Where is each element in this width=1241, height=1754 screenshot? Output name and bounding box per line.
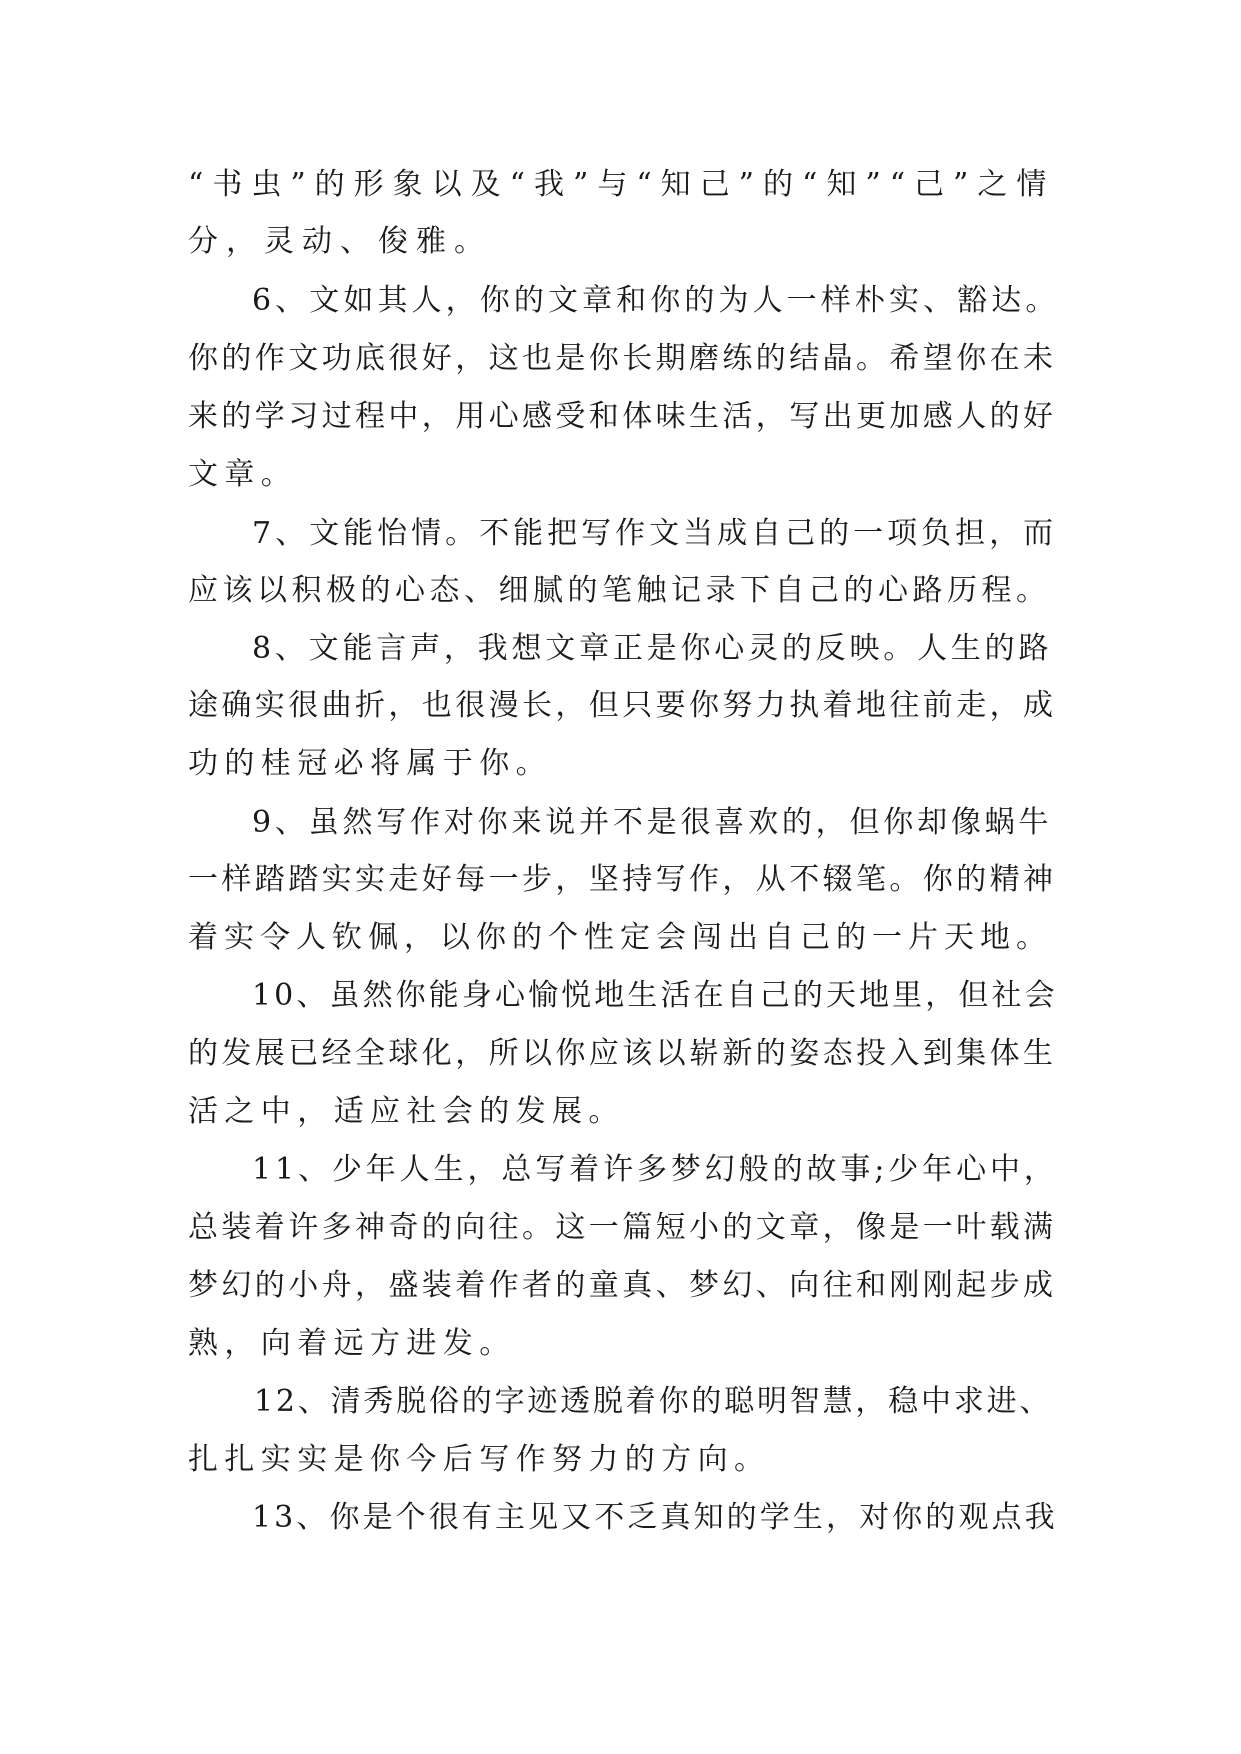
text-line: 功的桂冠必将属于你。 [188,746,552,781]
text-line: 一样踏踏实实走好每一步，坚持写作，从不辍笔。你的精神 [188,862,1057,897]
text-line: 8、文能言声，我想文章正是你心灵的反映。人生的路 [252,631,1053,666]
text-line: 12、清秀脱俗的字迹透脱着你的聪明智慧，稳中求进、 [254,1384,1053,1419]
text-line: 分，灵动、俊雅。 [188,224,492,259]
text-line: 6、文如其人，你的文章和你的为人一样朴实、豁达。 [252,283,1060,318]
text-line: 来的学习过程中，用心感受和体味生活，写出更加感人的好 [188,399,1057,434]
text-line: 应该以积极的心态、细腻的笔触记录下自己的心路历程。 [188,573,1051,608]
text-line: 10、虽然你能身心愉悦地生活在自己的天地里，但社会 [252,978,1058,1013]
text-line: 总装着许多神奇的向往。这一篇短小的文章，像是一叶载满 [188,1210,1057,1245]
text-line: 13、你是个很有主见又不乏真知的学生，对你的观点我 [252,1500,1058,1535]
text-line: 11、少年人生，总写着许多梦幻般的故事;少年心中， [252,1152,1058,1187]
text-line: 文章。 [188,457,298,492]
text-line: 熟，向着远方进发。 [188,1326,516,1361]
text-line: 扎扎实实是你今后写作努力的方向。 [188,1442,771,1477]
text-line: 你的作文功底很好，这也是你长期磨练的结晶。希望你在未 [188,341,1057,376]
text-line: “书虫”的形象以及“我”与“知己”的“知”“己”之情 [188,167,1056,202]
text-line: 7、文能怡情。不能把写作文当成自己的一项负担，而 [252,516,1058,551]
text-line: 9、虽然写作对你来说并不是很喜欢的，但你却像蜗牛 [252,805,1053,840]
text-line: 途确实很曲折，也很漫长，但只要你努力执着地往前走，成 [188,688,1057,723]
text-line: 着实令人钦佩，以你的个性定会闯出自己的一片天地。 [188,920,1052,955]
text-line: 梦幻的小舟，盛装着作者的童真、梦幻、向往和刚刚起步成 [188,1268,1057,1303]
text-line: 活之中，适应社会的发展。 [188,1094,625,1129]
text-line: 的发展已经全球化，所以你应该以崭新的姿态投入到集体生 [188,1036,1057,1071]
